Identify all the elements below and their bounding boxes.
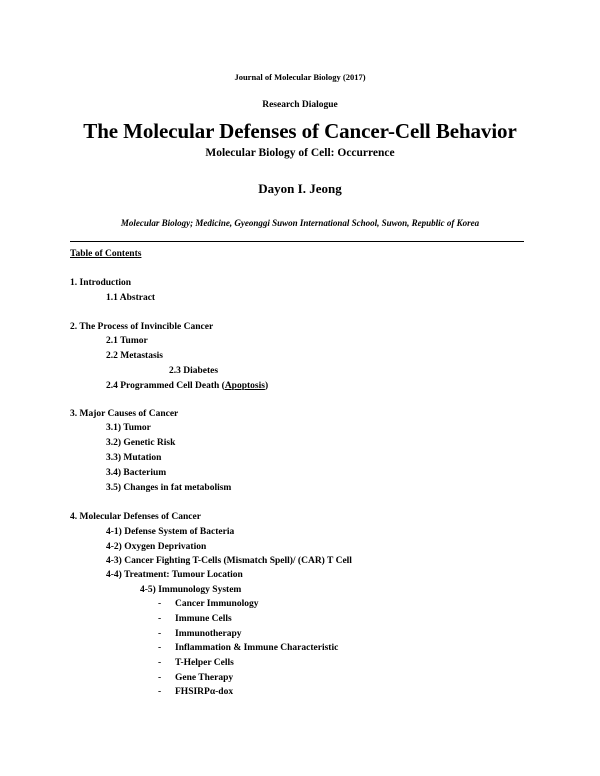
bullet-dash: - — [158, 614, 162, 624]
toc-item-2-4-suffix: ) — [264, 381, 269, 391]
paper-subtitle: Molecular Biology of Cell: Occurrence — [205, 147, 395, 159]
toc-item-3-3[interactable]: 3.3) Mutation — [106, 453, 162, 463]
toc-item-2-1[interactable]: 2.1 Tumor — [106, 336, 148, 346]
toc-section-2[interactable]: 2. The Process of Invincible Cancer — [70, 322, 214, 332]
toc-section-1[interactable]: 1. Introduction — [70, 278, 132, 288]
bullet-dash: - — [158, 658, 162, 668]
author-name: Dayon I. Jeong — [258, 181, 342, 196]
section-label: Research Dialogue — [262, 100, 338, 110]
toc-item-4-1[interactable]: 4-1) Defense System of Bacteria — [106, 527, 235, 537]
bullet-dash: - — [158, 629, 162, 639]
toc-section-4[interactable]: 4. Molecular Defenses of Cancer — [70, 512, 201, 522]
toc-item-4-2[interactable]: 4-2) Oxygen Deprivation — [106, 542, 207, 552]
apoptosis-link[interactable]: Apoptosis — [224, 381, 265, 391]
bullet-dash: - — [158, 643, 162, 653]
toc-item-3-5[interactable]: 3.5) Changes in fat metabolism — [106, 483, 232, 493]
toc-subitem[interactable]: Immunotherapy — [175, 629, 242, 639]
toc-item-2-3[interactable]: 2.3 Diabetes — [169, 366, 219, 376]
toc-subitem[interactable]: T-Helper Cells — [175, 658, 234, 668]
toc-item-2-2[interactable]: 2.2 Metastasis — [106, 351, 163, 361]
toc-item-3-4[interactable]: 3.4) Bacterium — [106, 468, 167, 478]
divider-rule — [70, 241, 524, 242]
bullet-dash: - — [158, 599, 162, 609]
toc-item-4-5[interactable]: 4-5) Immunology System — [140, 585, 242, 595]
toc-item-3-2[interactable]: 3.2) Genetic Risk — [106, 438, 176, 448]
toc-section-3[interactable]: 3. Major Causes of Cancer — [70, 409, 179, 419]
toc-subitem[interactable]: Inflammation & Immune Characteristic — [175, 643, 339, 653]
toc-subitem[interactable]: Cancer Immunology — [175, 599, 259, 609]
toc-subitem[interactable]: FHSIRPα-dox — [175, 687, 234, 697]
toc-item-1-1[interactable]: 1.1 Abstract — [106, 293, 156, 303]
toc-heading: Table of Contents — [70, 249, 142, 259]
paper-title: The Molecular Defenses of Cancer-Cell Behavior — [83, 119, 517, 143]
journal-name: Journal of Molecular Biology (2017) — [234, 72, 366, 82]
toc-subitem[interactable]: Immune Cells — [175, 614, 232, 624]
toc-item-4-3[interactable]: 4-3) Cancer Fighting T-Cells (Mismatch Spell)/ (CAR) T Cell — [106, 556, 352, 566]
toc-item-2-4[interactable] — [106, 380, 268, 392]
toc-item-2-4-prefix: 2.4 Programmed Cell Death ( — [106, 381, 225, 391]
affiliation: Molecular Biology; Medicine, Gyeonggi Suwon International School, Suwon, Republic of Korea — [120, 218, 480, 228]
toc-item-4-4[interactable]: 4-4) Treatment: Tumour Location — [106, 570, 243, 580]
toc-subitem[interactable]: Gene Therapy — [175, 673, 234, 683]
bullet-dash: - — [158, 687, 162, 697]
bullet-dash: - — [158, 673, 162, 683]
toc-item-3-1[interactable]: 3.1) Tumor — [106, 423, 151, 433]
